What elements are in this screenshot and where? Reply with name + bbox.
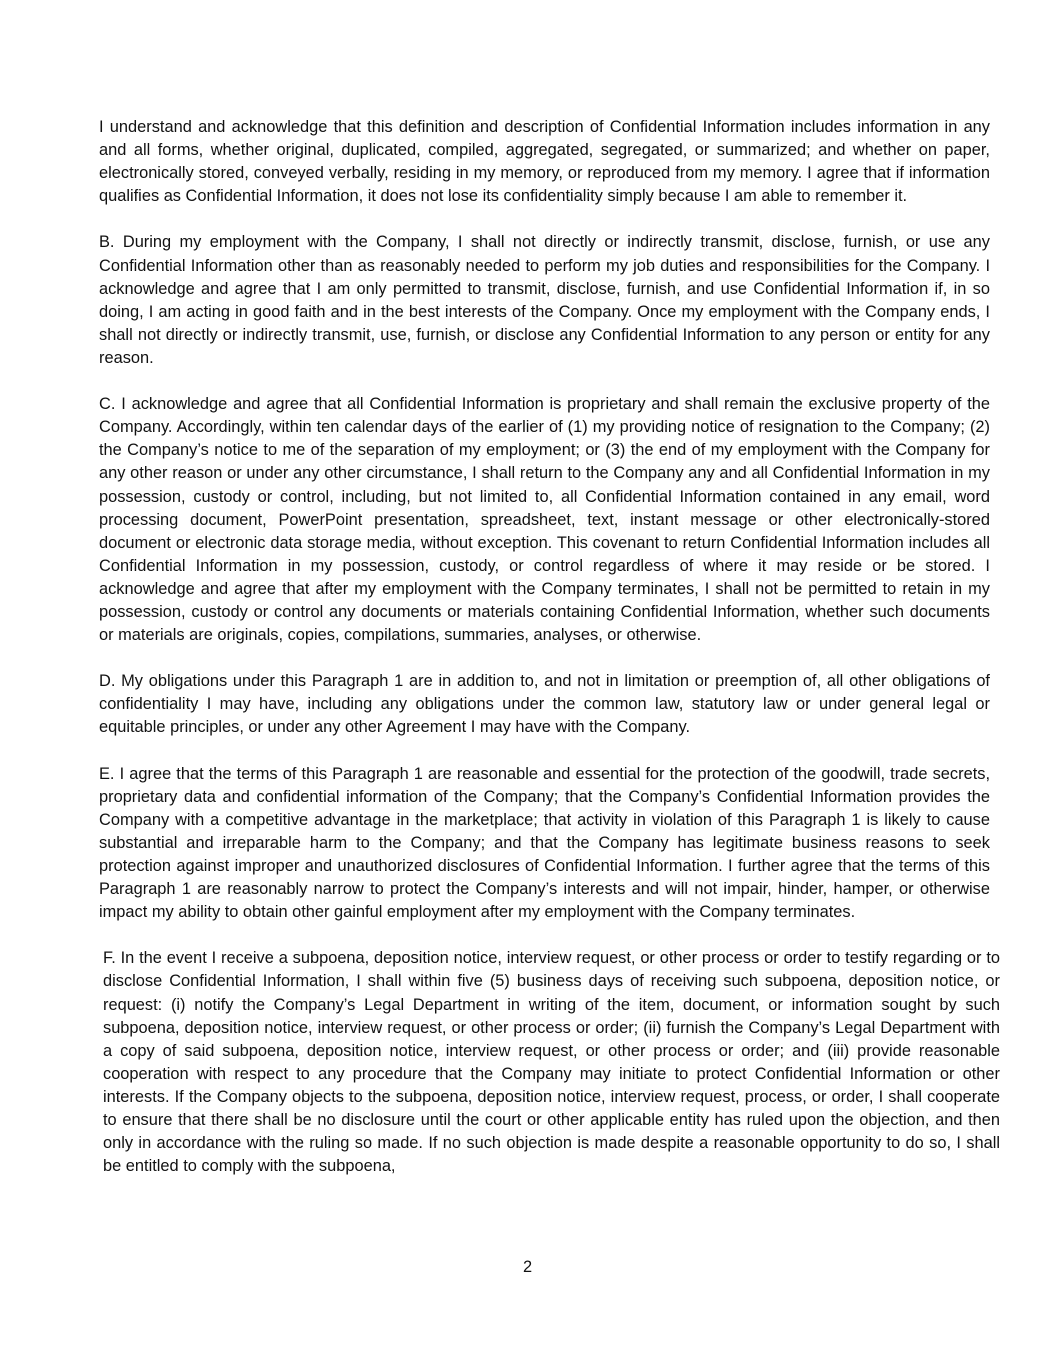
- document-body: [99, 116, 1000, 1201]
- paragraph-c: C. I acknowledge and agree that all Confidential Information is proprietary and shall remain the exclusive property of the Company. Accordingly, within ten calendar days of the earlier of (1) my providing notice of resignation to the Company; (2) the Company’s notice to me of the separation of my employment; or (3) the end of my employment with the Company for any other reason or under any other circumstance, I shall return to the Company any and all Confidential Information in my possession, custody or control, including, but not limited to, all Confidential Information contained in any email, word processing document, PowerPoint presentation, spreadsheet, text, instant message or other electronically-stored document or electronic data storage media, without exception. This covenant to return Confidential Information includes all Confidential Information in my possession, custody, or control regardless of where it may reside or be stored. I acknowledge and agree that after my employment with the Company terminates, I shall not be permitted to retain in my possession, custody or control any documents or materials containing Confidential Information, whether such documents or materials are originals, copies, compilations, summaries, analyses, or otherwise.: [99, 395, 990, 645]
- paragraph-d: D. My obligations under this Paragraph 1 are in addition to, and not in limitation or preemption of, all other obligations of confidentiality I may have, including any obligations under the common law, statutory law or under general legal or equitable principles, or under any other Agreement I may have with the Company.: [99, 672, 990, 737]
- paragraph-confidential-definition: I understand and acknowledge that this definition and description of Confidential Information includes information in any and all forms, whether original, duplicated, compiled, aggregated, segregated, or summarized; and whether on paper, electronically stored, conveyed verbally, residing in my memory, or reproduced from my memory. I agree that if information qualifies as Confidential Information, it does not lose its confidentiality simply because I am able to remember it.: [99, 118, 990, 206]
- paragraph-f: F. In the event I receive a subpoena, deposition notice, interview request, or other process or order to testify regarding or to disclose Confidential Information, I shall within five (5) business days of receiving such subpoena, deposition notice, or request: (i) notify the Company’s Legal Department in writing of the item, document, or information sought by such subpoena, deposition notice, interview request, or other process or order; (ii) furnish the Company’s Legal Department with a copy of said subpoena, deposition notice, interview request, or other process or order; and (iii) provide reasonable cooperation with respect to any procedure that the Company may initiate to protect Confidential Information or other interests. If the Company objects to the subpoena, deposition notice, interview request, process, or order, I shall cooperate to ensure that there shall be no disclosure until the court or other applicable entity has ruled upon the objection, and then only in accordance with the ruling so made. If no such objection is made despite a reasonable opportunity to do so, I shall be entitled to comply with the subpoena,: [103, 949, 1000, 1176]
- page-number: 2: [522, 1258, 533, 1276]
- paragraph-b: B. During my employment with the Company, I shall not directly or indirectly transmit, disclose, furnish, or use any Confidential Information other than as reasonably needed to perform my job duties and responsibilities for the Company. I acknowledge and agree that I am only permitted to transmit, disclose, furnish, and use Confidential Information if, in so doing, I am acting in good faith and in the best interests of the Company. Once my employment with the Company ends, I shall not directly or indirectly transmit, use, furnish, or disclose any Confidential Information to any person or entity for any reason.: [99, 233, 990, 367]
- paragraph-e: E. I agree that the terms of this Paragraph 1 are reasonable and essential for the protection of the goodwill, trade secrets, proprietary data and confidential information of the Company; that the Company’s Confidential Information provides the Company with a competitive advantage in the marketplace; that activity in violation of this Paragraph 1 is likely to cause substantial and irreparable harm to the Company; and that the Company has legitimate business reasons to seek protection against improper and unauthorized disclosures of Confidential Information. I further agree that the terms of this Paragraph 1 are reasonably narrow to protect the Company’s interests and will not impair, hinder, hamper, or otherwise impact my ability to obtain other gainful employment after my employment with the Company terminates.: [99, 764, 990, 922]
